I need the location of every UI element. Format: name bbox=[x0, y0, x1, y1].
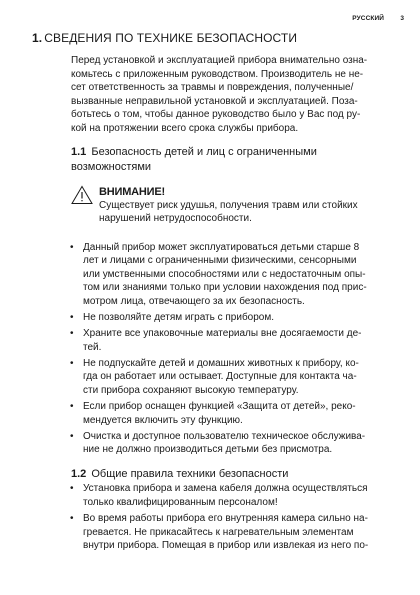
list-item-line: • Данный прибор может эксплуатироваться детьми старше 8 bbox=[83, 241, 360, 253]
section-title: СВЕДЕНИЯ ПО ТЕХНИКЕ БЕЗОПАСНОСТИ bbox=[44, 31, 298, 45]
list-item-line: мендуется включить эту функцию. bbox=[83, 414, 243, 426]
list-item-line: • Очистка и доступное пользователю техническое обслужива- bbox=[83, 430, 366, 442]
list-item-line: • Не позволяйте детям играть с прибором. bbox=[83, 312, 275, 324]
list-item-line: • Если прибор оснащен функцией «Защита от детей», реко- bbox=[83, 401, 356, 413]
list-item bbox=[71, 357, 391, 398]
subsection-title: Общие правила техники безопасности bbox=[91, 467, 289, 480]
list-item bbox=[71, 512, 391, 553]
list-item-line: сти прибора сохраняют высокую температуру. bbox=[83, 385, 299, 396]
section-heading bbox=[32, 30, 297, 46]
list-item-line: • Во время работы прибора его внутренняя камера сильно на- bbox=[83, 513, 368, 525]
list-item bbox=[71, 482, 391, 509]
list-item bbox=[71, 311, 391, 325]
warning-block bbox=[71, 185, 391, 241]
list-item-line: лет и лицами с ограниченными физическими, сенсорными bbox=[83, 255, 357, 267]
list-item-line: том или знаниями только при условии нахождения под прис- bbox=[83, 282, 367, 294]
list-item-line: • Храните все упаковочные материалы вне досягаемости де- bbox=[83, 328, 362, 340]
list-item-line: мотром лица, отвечающего за их безопасность. bbox=[83, 295, 305, 307]
section-number: 1. bbox=[32, 31, 43, 45]
list-item-line: только квалифицированным персоналом! bbox=[83, 497, 278, 509]
subsection-title-line: возможностями bbox=[71, 161, 152, 174]
intro-paragraph bbox=[71, 54, 391, 136]
warning-triangle-icon bbox=[71, 185, 93, 205]
list-item bbox=[71, 327, 391, 354]
main-content bbox=[71, 54, 391, 555]
warning-text bbox=[99, 199, 391, 226]
list-item-line: или умственными способностями или с недостаточным опы- bbox=[83, 268, 366, 280]
list-item-line: тей. bbox=[83, 341, 102, 353]
intro-line: вызванные неправильной установкой и эксплуатацией. Поза- bbox=[71, 95, 358, 107]
list-item bbox=[71, 241, 391, 309]
list-item bbox=[71, 430, 391, 457]
intro-line: кой на протяжении всего срока службы прибора. bbox=[71, 122, 299, 134]
intro-line: Перед установкой и эксплуатацией прибора внимательно озна- bbox=[71, 55, 368, 66]
list-item-line: ние не должно производиться детьми без присмотра. bbox=[83, 444, 333, 456]
subsection-number: 1.1 bbox=[71, 145, 87, 158]
child-safety-list bbox=[71, 241, 391, 457]
subsection-number: 1.2 bbox=[71, 467, 87, 480]
general-safety-list bbox=[71, 482, 391, 552]
list-item-line: • Установка прибора и замена кабеля должна осуществляться bbox=[83, 483, 368, 495]
intro-line: комьтесь с приложенным руководством. Производитель не не- bbox=[71, 68, 364, 80]
list-item-line: внутри прибора. Помещая в прибор или извлекая из него по- bbox=[83, 540, 369, 552]
list-item-line: • Не подпускайте детей и домашних животных к прибору, ко- bbox=[83, 357, 359, 369]
list-item bbox=[71, 400, 391, 427]
running-title: РУССКИЙ bbox=[352, 15, 384, 22]
warning-line: Существует риск удушья, получения травм или стойких bbox=[99, 199, 358, 211]
subsection-title-line: Безопасность детей и лиц с ограниченными bbox=[91, 145, 317, 158]
list-item-line: гревается. Не прикасайтесь к нагревательным элементам bbox=[83, 526, 354, 538]
page-header bbox=[0, 15, 420, 27]
intro-line: ботьтесь о том, чтобы данное руководство было у Вас под ру- bbox=[71, 109, 361, 121]
page-number: 3 bbox=[400, 15, 404, 22]
list-item-line: гда он работает или остывает. Доступные для контакта ча- bbox=[83, 371, 357, 383]
warning-line: нарушений нетрудоспособности. bbox=[99, 213, 252, 225]
warning-title: ВНИМАНИЕ! bbox=[99, 185, 165, 198]
subsection-heading-general-safety bbox=[71, 467, 391, 483]
intro-line: сет ответственность за травмы и повреждения, полученные/ bbox=[71, 82, 354, 94]
subsection-heading-child-safety bbox=[71, 145, 391, 176]
